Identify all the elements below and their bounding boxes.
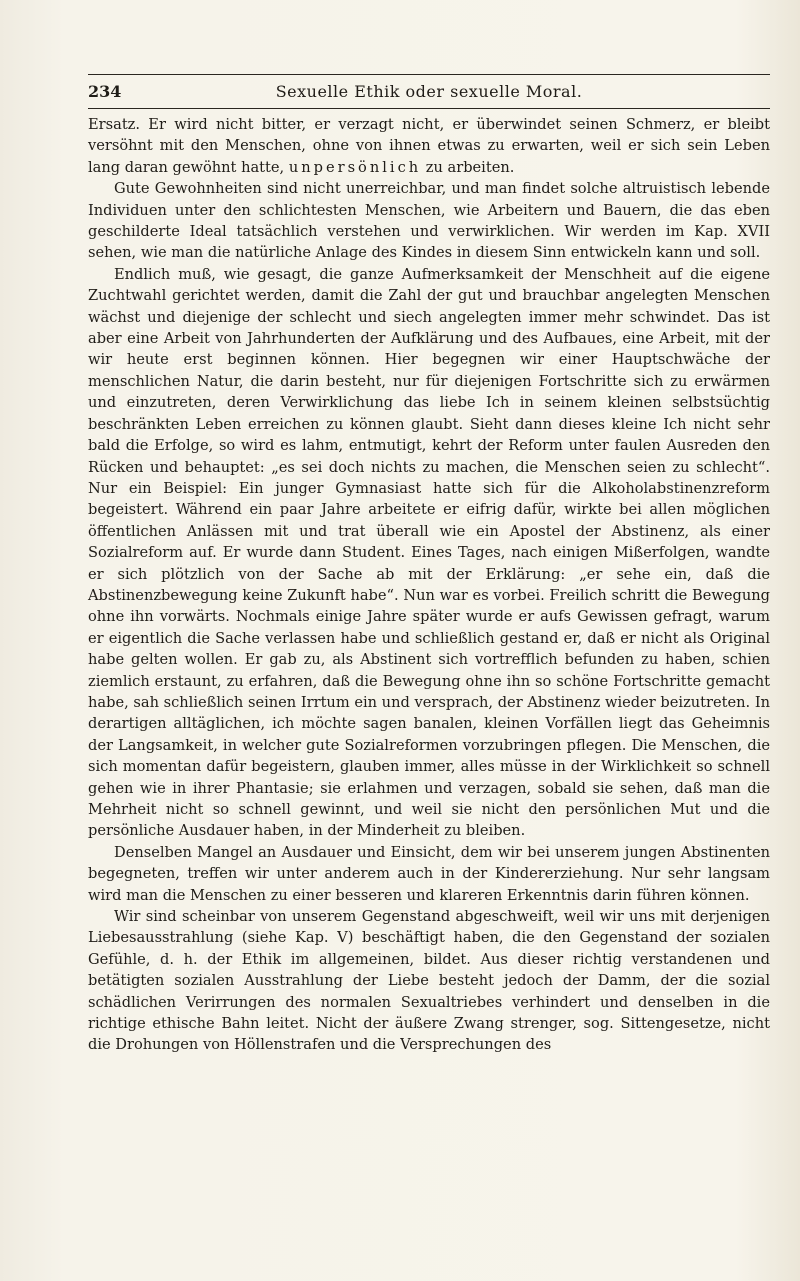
running-header [88, 78, 770, 106]
page-number: 234 [88, 82, 122, 101]
running-title: Sexuelle Ethik oder sexuelle Moral. [275, 82, 583, 101]
paragraph-4: Denselben Mangel an Ausdauer und Einsicht, dem wir bei unserem jungen Abstinenten begegneten, treffen wir unter anderem auch in der Kindererziehung. Nur sehr langsam wird man die Menschen zu einer besseren und klareren Erkenntnis darin führen können. [88, 843, 770, 904]
header-rule [88, 108, 770, 109]
body-text [88, 114, 770, 1056]
emphasized-word: unpersönlich [288, 158, 422, 176]
paragraph-1-end: zu arbeiten. [421, 158, 515, 176]
paragraph-5: Wir sind scheinbar von unserem Gegenstand abgeschweift, weil wir uns mit derjenigen Liebesausstrahlung (siehe Kap. V) beschäftigt haben, die den Gegenstand der sozialen Gefühle, d. h. der Ethik im allgemeinen, bildet. Aus dieser richtig verstandenen und betätigten sozialen Ausstrahlung der Liebe besteht jedoch der Damm, der die sozial schädlichen Verirrungen des normalen Sexualtriebes verhindert und denselben in die richtige ethische Bahn leitet. Nicht der äußere Zwang strenger, sog. Sittengesetze, nicht die Drohungen von Höllenstrafen und die Versprechungen des [88, 908, 770, 1054]
paragraph-1-start: Ersatz. Er wird nicht bitter, er verzagt nicht, er überwindet seinen Schmerz, er bleibt versöhnt mit den Menschen, ohne von ihnen etwas zu erwarten, weil er sich sein Leben lang daran gewöhnt hatte, [88, 116, 770, 176]
top-rule [88, 74, 770, 75]
paragraph-3: Endlich muß, wie gesagt, die ganze Aufmerksamkeit der Menschheit auf die eigene Zuchtwahl gerichtet werden, damit die Zahl der gut und brauchbar angelegten Menschen wächst und diejenige der schlecht und siech angelegten immer mehr schwindet. Das ist aber eine Arbeit von Jahrhunderten der Aufklärung und des Aufbaues, eine Arbeit, mit der wir heute erst beginnen können. Hier begegnen wir einer Hauptschwäche der menschlichen Natur, die darin besteht, nur für diejenigen Fortschritte sich zu erwärmen und einzutreten, deren Verwirklichung das liebe Ich in seinem kleinen selbstsüchtig beschränkten Leben erreichen zu können glaubt. Sieht dann dieses kleine Ich nicht sehr bald die Erfolge, so wird es lahm, entmutigt, kehrt der Reform unter faulen Ausreden den Rücken und behauptet: „es sei doch nichts zu machen, die Menschen seien zu schlecht“. Nur ein Beispiel: Ein junger Gymnasiast hatte sich für die Alkoholabstinenzreform begeistert. Während ein paar Jahre arbeitete er eifrig dafür, wirkte bei allen möglichen öffentlichen Anlässen mit und trat überall wie ein Apostel der Abstinenz, als einer Sozialreform auf. Er wurde dann Student. Eines Tages, nach einigen Mißerfolgen, wandte er sich plötzlich von der Sache ab mit der Erklärung: „er sehe ein, daß die Abstinenzbewegung keine Zukunft habe“. Nun war es vorbei. Freilich schritt die Bewegung ohne ihn vorwärts. Nochmals einige Jahre später wurde er aufs Gewissen gefragt, warum er eigentlich die Sache verlassen habe und schließlich gestand er, daß er nicht als Original habe gelten wollen. Er gab zu, als Abstinent sich vortrefflich befunden zu haben, schien ziemlich erstaunt, zu erfahren, daß die Bewegung ohne ihn so schöne Fortschritte gemacht habe, sah schließlich seinen Irrtum ein und versprach, der Abstinenz wieder beizutreten. In derartigen alltäglichen, ich möchte sagen banalen, kleinen Vorfällen liegt das Geheimnis der Langsamkeit, in welcher gute Sozialreformen vorzubringen pflegen. Die Menschen, die sich momentan dafür begeistern, glauben immer, alles müsse in der Wirklichkeit so schnell gehen wie in ihrer Phantasie; sie erlahmen und verzagen, sobald sie sehen, daß man die Mehrheit nicht so schnell gewinnt, und weil sie nicht den persönlichen Mut und die persönliche Ausdauer haben, in der Minderheit zu bleiben. [88, 265, 770, 840]
paragraph-1 [88, 114, 770, 178]
paragraph-2: Gute Gewohnheiten sind nicht unerreichbar, und man findet solche altruistisch lebende Individuen unter den schlichtesten Menschen, wie Arbeitern und Bauern, die das eben geschilderte Ideal tatsächlich verstehen und verwirklichen. Wir werden im Kap. XVII sehen, wie man die natürliche Anlage des Kindes in diesem Sinn entwickeln kann und soll. [88, 180, 770, 262]
